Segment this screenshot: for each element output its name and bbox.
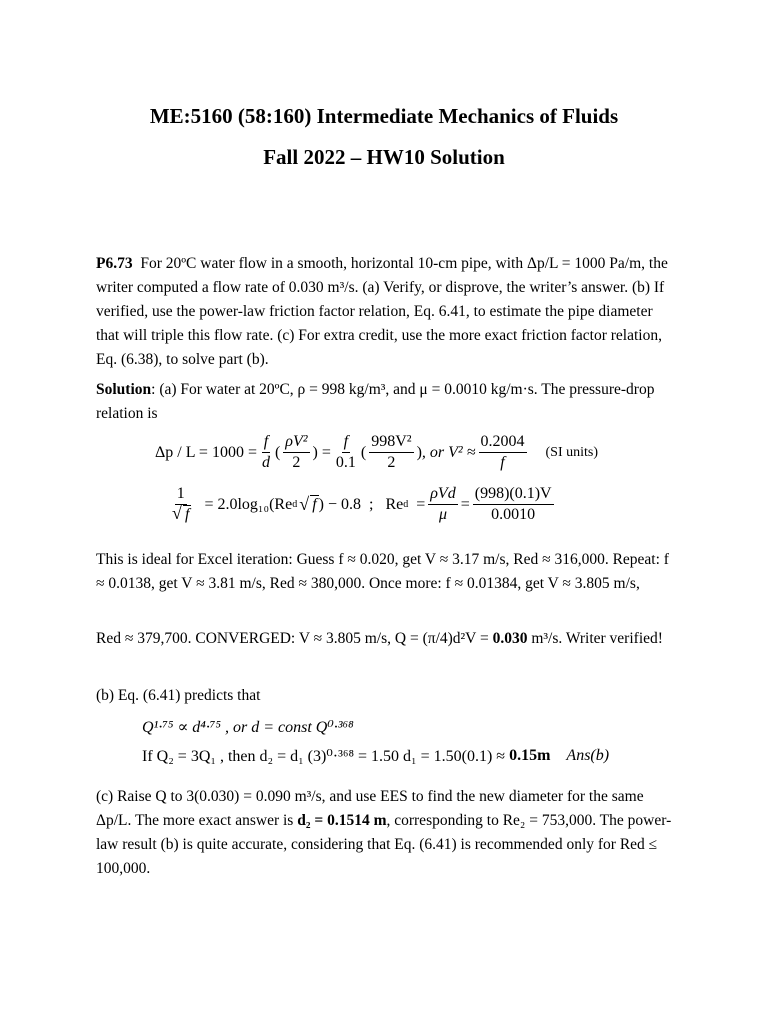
solution-label: Solution [96, 381, 152, 398]
eq2-den2: 0.0010 [491, 506, 536, 523]
problem-statement [96, 252, 672, 372]
eq1-frac-f-d [260, 432, 272, 473]
part-b-text [96, 684, 672, 708]
eq2-tail: ) − 0.8 ; Re [318, 495, 404, 513]
iteration-text [96, 548, 672, 596]
eq3-text: Q¹·⁷⁵ ∝ d⁴·⁷⁵ , or d = const Q⁰·³⁶⁸ [142, 719, 354, 736]
eq1-frac-f-01 [334, 432, 358, 473]
assignment-title: Fall 2022 – HW10 Solution [263, 145, 505, 169]
part-c-pre: (c) Raise Q to 3(0.030) = 0.090 m³/s, and use EES to find the new diameter for the same Δp/L. The more exact answer is [96, 788, 644, 829]
eq2-sqrt-f: f [185, 506, 190, 523]
eq1-pt1: 0.1 [335, 454, 356, 471]
equation-diameter [142, 746, 609, 766]
converged-text [96, 627, 672, 651]
part-b-intro: (b) Eq. (6.41) predicts that [96, 687, 261, 704]
eq1-den: f [500, 454, 505, 471]
eq2-num1: ρVd [428, 484, 457, 505]
eq1-d: d [261, 454, 270, 471]
equation-power-law [142, 717, 354, 737]
problem-text: For 20ºC water flow in a smooth, horizontal 10-cm pipe, with Δp/L = 1000 Pa/m, the writer computed a flow rate of 0.030 m³/s. (a) Verify, or disprove, the writer’s answer. (b) If verified, use the power-law friction factor relation, Eq. 6.41, to estimate the pipe diameter that will triple this flow rate. (c) For extra credit, use the more exact friction factor relation, Eq. (6.38), to solve part (b). [96, 255, 668, 368]
iteration-paragraph: This is ideal for Excel iteration: Guess f ≈ 0.020, get V ≈ 3.17 m/s, Red ≈ 316,000. Repeat: f ≈ 0.0138, get V ≈ 3.81 m/s, Red ≈ 380,000. Once more: f ≈ 0.01384, get V ≈ 3.805 m/s, [96, 551, 669, 592]
eq2-one: 1 [175, 484, 187, 505]
eq2-eq: = [416, 495, 426, 513]
eq1-two: 2 [292, 454, 301, 471]
eq1-frac-result [479, 432, 527, 473]
eq1-or: , or V² ≈ [421, 443, 476, 461]
eq1-998v2: 998V² [369, 432, 413, 453]
problem-label: P6.73 [96, 255, 133, 272]
eq2-sqrt-f2: f [312, 495, 317, 513]
eq4-pre: If Q₂ = 3Q₁ , then d₂ = d₁ (3)⁰·³⁶⁸ = 1.50 d₁ = 1.50(0.1) ≈ [142, 748, 506, 765]
eq2-num2: (998)(0.1)V [473, 484, 554, 505]
eq4-result: 0.15m [509, 747, 551, 764]
eq2-frac-re [428, 484, 457, 525]
eq4-ans: Ans(b) [566, 747, 610, 764]
eq2-frac-inv-sqrt-f [168, 484, 193, 525]
eq2-frac-num [473, 484, 554, 525]
equation-pressure-drop: Δp / L = 1000 = $\frac{f}{d}$ ( $\frac{\text{ρV²}}{2}$ ) = $\frac{f}{0.1}$ ( $\frac{\text{998V²}}{2}$ ) , or V² ≈ $\frac{0.2004}{f}$ (SI units) [155, 433, 598, 471]
eq1-lhs: Δp / L = 1000 = [155, 443, 257, 461]
eq1-num: 0.2004 [479, 432, 527, 453]
part-c-text [96, 785, 672, 881]
part-c-post: , corresponding to Re₂ = 753,000. The power-law result (b) is quite accurate, considering that Eq. (6.41) is recommended only for Red ≤ 100,000. [96, 812, 672, 877]
eq1-units: (SI units) [545, 444, 598, 460]
eq1-f2: f [342, 432, 350, 453]
eq2-den1: μ [438, 506, 447, 523]
equation-colebrook: 1 √ f = 2.0log₁₀(Re d √ f ) − 0.8 ; Re d = $\frac{\text{ρVd}}{\mu}$ = $\frac{(998)(0.1)V}{0.0010}$ [165, 484, 557, 525]
eq2-eq2: = [460, 495, 470, 513]
converged-pre: Red ≈ 379,700. CONVERGED: V ≈ 3.805 m/s, Q = (π/4)d²V = [96, 630, 493, 647]
eq1-frac-998v2 [369, 432, 413, 473]
course-title: ME:5160 (58:160) Intermediate Mechanics of Fluids [149, 104, 619, 128]
part-c-result: d₂ = 0.1514 m [297, 812, 387, 829]
converged-value: 0.030 [492, 630, 528, 647]
eq1-f: f [262, 432, 270, 453]
converged-post: m³/s. Writer verified! [527, 630, 663, 647]
eq1-frac-rhov2 [283, 432, 309, 473]
solution-intro [96, 378, 672, 426]
eq1-rhov2: ρV² [283, 432, 309, 453]
eq1-two2: 2 [387, 454, 396, 471]
solution-intro-text: : (a) For water at 20ºC, ρ = 998 kg/m³, and μ = 0.0010 kg/m·s. The pressure-drop relation is [96, 381, 655, 422]
eq2-mid: = 2.0log₁₀(Re [204, 495, 293, 513]
